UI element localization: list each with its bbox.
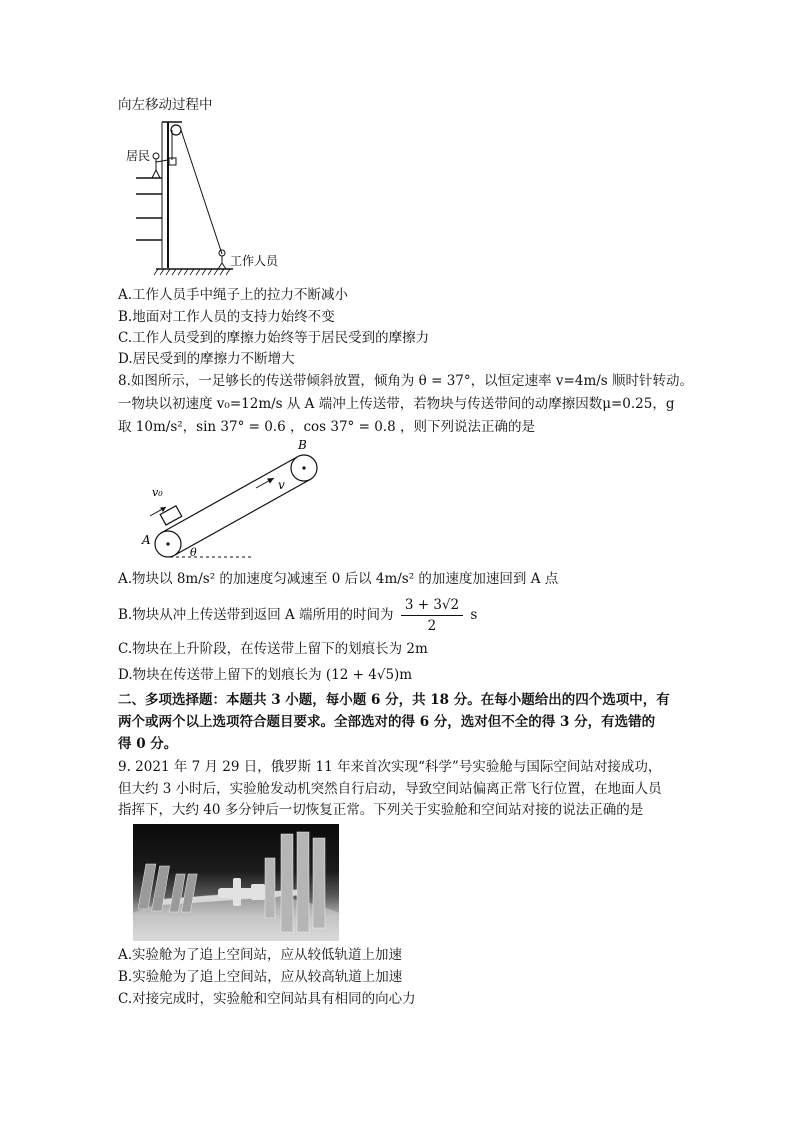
section2-line1: 二、多项选择题：本题共 3 小题，每小题 6 分，共 18 分。在每小题给出的四个选项中，有 [118,692,670,708]
q8-option-d: D.物块在传送带上留下的划痕长为 (12 + 4√5)m [118,667,413,683]
q8-option-b [118,596,477,635]
q8-option-b-fraction [401,596,463,635]
q9-option-a: A.实验舱为了追上空间站，应从较低轨道上加速 [118,947,403,963]
q7-option-b: B.地面对工作人员的支持力始终不变 [118,309,335,325]
section2-line3: 得 0 分。 [118,736,178,752]
q8-label-theta: θ [190,546,197,559]
q7-option-a: A.工作人员手中绳子上的拉力不断减小 [118,287,349,303]
q8-stem-line3: 取 10m/s²，sin 37° = 0.6 ，cos 37° = 0.8 ，则下列说法正确的是 [118,419,535,435]
q7-label-worker: 工作人员 [230,254,279,268]
section2-line2: 两个或两个以上选项符合题目要求。全部选对的得 6 分，选对但不全的得 3 分，有选错的 [118,714,656,730]
q8-label-v0: v₀ [152,486,163,499]
q8-label-b: B [298,440,307,452]
q9-stem-line3: 指挥下，大约 40 多分钟后一切恢复正常。下列关于实验舱和空间站对接的说法正确的是 [118,802,644,818]
q8-option-b-denominator: 2 [427,618,437,634]
q8-figure [140,440,340,566]
q7-stem-tail: 向左移动过程中 [118,97,213,113]
q8-stem-line2: 一物块以初速度 v₀=12m/s 从 A 端冲上传送带，若物块与传送带间的动摩擦因数μ=0.25，g [118,396,675,412]
q8-label-a: A [142,533,151,547]
q8-option-b-numerator: 3 + 3√2 [401,596,463,616]
q9-option-c: C.对接完成时，实验舱和空间站具有相同的向心力 [118,991,416,1007]
q8-stem-line1: 8.如图所示，一足够长的传送带倾斜放置，倾角为 θ = 37°，以恒定速率 v=4m/s 顺时针转动。 [118,373,694,389]
q9-option-b: B.实验舱为了追上空间站，应从较高轨道上加速 [118,969,403,985]
q9-stem-line2: 但大约 3 小时后，实验舱发动机突然自行启动，导致空间站偏离正常飞行位置，在地面人员 [118,781,662,797]
q7-option-d: D.居民受到的摩擦力不断增大 [118,351,295,367]
q8-option-a: A.物块以 8m/s² 的加速度匀减速至 0 后以 4m/s² 的加速度加速回到 A 点 [118,571,559,587]
q8-option-b-unit: s [470,607,478,623]
q8-label-v: v [278,478,285,492]
q7-label-resident: 居民 [126,149,151,163]
q9-stem-line1: 9. 2021 年 7 月 29 日，俄罗斯 11 年来首次实现“科学”号实验舱与国际空间站对接成功， [118,759,662,775]
q7-option-c: C.工作人员受到的摩擦力始终等于居民受到的摩擦力 [118,330,430,346]
q7-figure [118,118,298,280]
q9-space-station-photo [133,824,339,941]
q8-option-c: C.物块在上升阶段，在传送带上留下的划痕长为 2m [118,641,428,657]
q8-option-b-prefix: B.物块从冲上传送带到返回 A 端所用的时间为 [118,607,394,623]
